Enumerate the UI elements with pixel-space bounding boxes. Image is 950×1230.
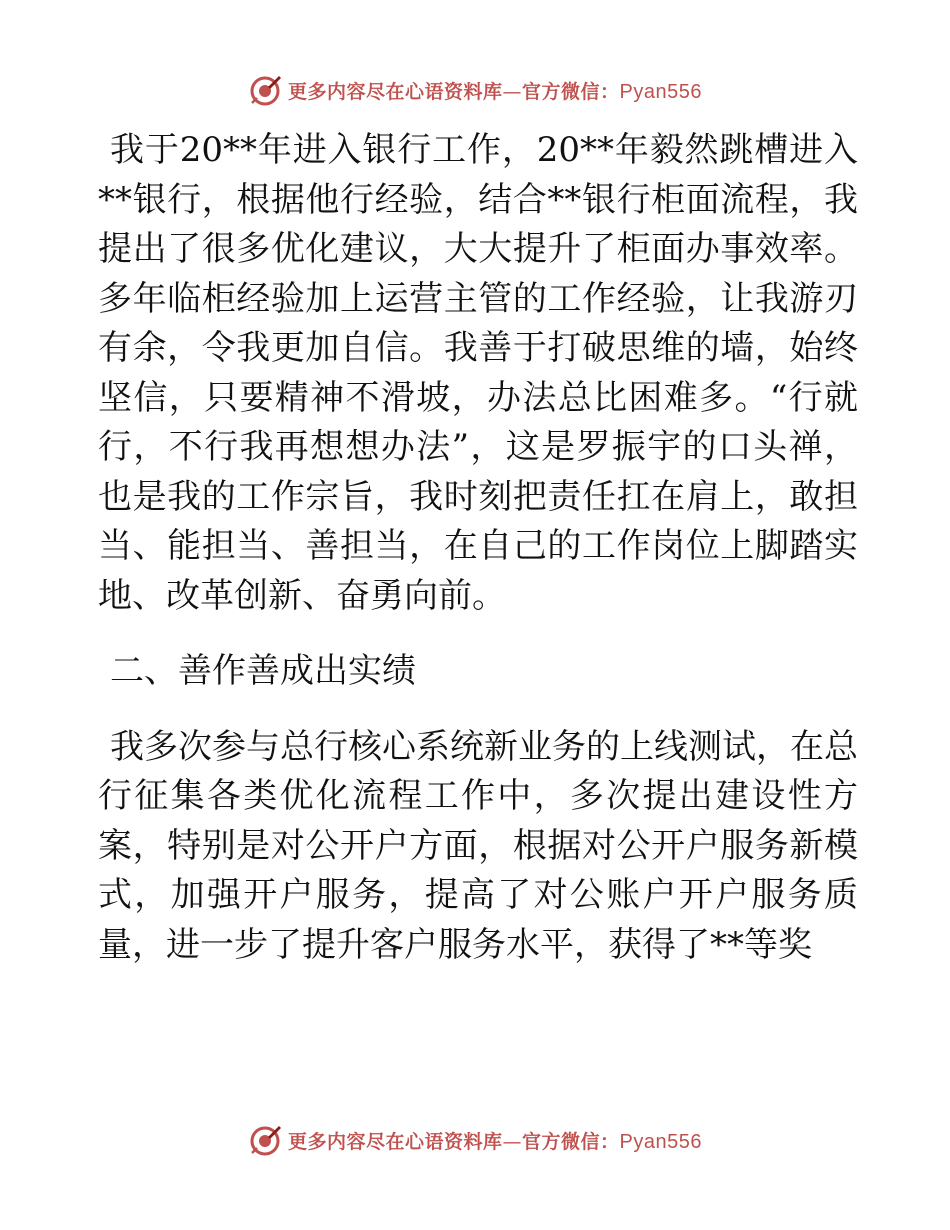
banner-title: 更多内容尽在心语资料库: [288, 80, 503, 103]
banner-dash: —: [502, 80, 523, 103]
banner-wechat-id: Pyan556: [619, 1130, 702, 1153]
document-body: [98, 126, 858, 970]
logo-icon: [248, 73, 282, 107]
banner-official: 官方微信：: [522, 1130, 620, 1153]
banner-title: 更多内容尽在心语资料库: [288, 1130, 503, 1153]
banner-official: 官方微信：: [522, 80, 620, 103]
paragraph-2: 我多次参与总行核心系统新业务的上线测试，在总行征集各类优化流程工作中，多次提出建设性方案，特别是对公开户方面，根据对公开户服务新模式，加强开户服务，提高了对公账户开户服务质量，进一步了提升客户服务水平，获得了**等奖: [98, 726, 858, 965]
section-heading-2: 二、善作善成出实绩: [110, 651, 416, 691]
logo-icon: [248, 1123, 282, 1157]
banner-text: [288, 77, 702, 104]
banner-text: [288, 1127, 702, 1154]
header-banner: [0, 70, 950, 110]
footer-banner: [0, 1120, 950, 1160]
banner-dash: —: [502, 1130, 523, 1153]
paragraph-1: 我于20**年进入银行工作，20**年毅然跳槽进入**银行，根据他行经验，结合**银行柜面流程，我提出了很多优化建议，大大提升了柜面办事效率。多年临柜经验加上运营主管的工作经验，让我游刃有余，令我更加自信。我善于打破思维的墙，始终坚信，只要精神不滑坡，办法总比困难多。“行就行，不行我再想想办法”，这是罗振宇的口头禅，也是我的工作宗旨，我时刻把责任扛在肩上，敢担当、能担当、善担当，在自己的工作岗位上脚踏实地、改革创新、奋勇向前。: [98, 130, 858, 616]
banner-wechat-id: Pyan556: [619, 80, 702, 103]
